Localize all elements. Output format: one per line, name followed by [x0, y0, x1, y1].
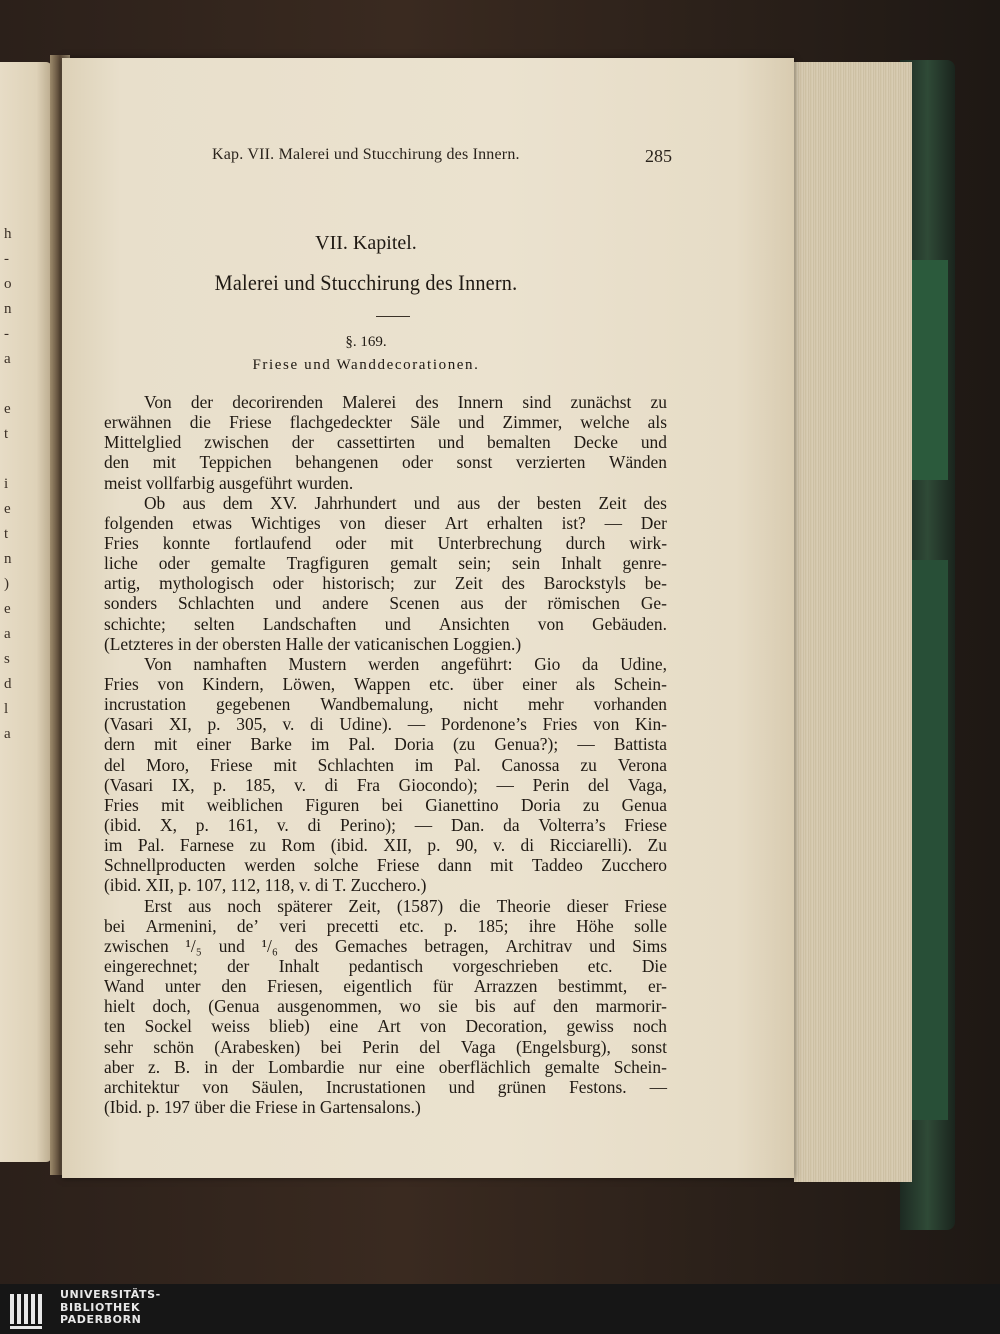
library-name-line: PADERBORN	[60, 1313, 142, 1326]
cutoff-char: -	[4, 251, 9, 267]
chapter-number: VII. Kapitel.	[315, 232, 417, 254]
cutoff-char: h	[4, 226, 12, 242]
cutoff-char: a	[4, 351, 11, 367]
text-line: Erst aus noch späterer Zeit, (1587) die Theorie dieser Friese	[144, 895, 667, 916]
cutoff-char: t	[4, 526, 9, 542]
cutoff-char: n	[4, 301, 12, 317]
text-line: (Vasari IX, p. 185, v. di Fra Giocondo); — Perin del Vaga,	[104, 774, 667, 795]
text-line: sonders Schlachten und andere Scenen aus der römischen Ge-	[104, 593, 667, 614]
text-line: aber z. B. in der Lombardie nur eine oberflächlich gemalte Schein-	[104, 1056, 667, 1077]
body-text	[104, 392, 667, 1117]
title-rule	[376, 316, 410, 317]
text-line: architektur von Säulen, Incrustationen und grünen Festons. —	[104, 1076, 667, 1097]
text-line: Von der decorirenden Malerei des Innern sind zunächst zu	[144, 392, 667, 412]
left-page-edge	[0, 62, 52, 1162]
library-name	[60, 1289, 161, 1327]
text-line: eingerechnet; der Inhalt pedantisch vorgeschrieben etc. Die	[104, 955, 667, 976]
text-line: bei Armenini, de’ veri precetti etc. p. 185; ihre Höhe solle	[104, 915, 667, 936]
text-line: Fries mit weiblichen Figuren bei Gianettino Doria zu Genua	[104, 794, 667, 815]
left-page-cutoff-text	[4, 222, 18, 747]
cover-band	[908, 560, 948, 1120]
cutoff-char: l	[4, 701, 9, 717]
chapter-title: Malerei und Stucchirung des Innern.	[214, 270, 518, 295]
text-line: Mittelglied zwischen der cassettirten und bemalten Decke und	[104, 432, 667, 453]
text-line: Von namhaften Mustern werden angeführt: Gio da Udine,	[144, 653, 667, 674]
cutoff-char: e	[4, 601, 11, 617]
text-line: sehr schön (Arabesken) bei Perin del Vaga (Engelsburg), sonst	[104, 1036, 667, 1057]
text-line: (Ibid. p. 197 über die Friese in Gartensalons.)	[104, 1096, 421, 1117]
library-name-line: BIBLIOTHEK	[60, 1300, 141, 1314]
text-line: (ibid. X, p. 161, v. di Perino); — Dan. da Volterra’s Friese	[104, 814, 667, 835]
library-logo-icon	[8, 1290, 48, 1330]
cutoff-char: o	[4, 276, 12, 292]
page-block-edges	[794, 62, 912, 1182]
text-line: ten Sockel weiss blieb) eine Art von Decoration, gewiss noch	[104, 1016, 667, 1037]
text-line: Schnellproducten werden solche Friese dann mit Taddeo Zucchero	[104, 855, 667, 876]
text-line: (Vasari XI, p. 305, v. di Udine). — Pordenone’s Fries von Kin-	[104, 714, 667, 735]
text-line: Fries von Kindern, Löwen, Wappen etc. über einer als Schein-	[104, 673, 667, 694]
text-line: (ibid. XII, p. 107, 112, 118, v. di T. Zucchero.)	[104, 875, 427, 896]
cutoff-char: d	[4, 676, 12, 692]
text-line: den mit Teppichen behangenen oder sonst verzierten Wänden	[104, 452, 667, 473]
text-line: hielt doch, (Genua ausgenommen, wo sie bis auf den marmorir-	[104, 996, 667, 1017]
section-title: Friese und Wanddecorationen.	[252, 357, 480, 373]
text-line: erwähnen die Friese flachgedeckter Säle und Zimmer, welche als	[104, 412, 667, 433]
text-line: schichte; selten Landschaften und Ansichten von Gebäuden.	[104, 613, 667, 634]
text-line: (Letzteres in der obersten Halle der vaticanischen Loggien.)	[104, 633, 522, 654]
text-line: dern mit einer Barke im Pal. Doria (zu Genua?); — Battista	[104, 734, 667, 755]
text-line: Fries konnte fortlaufend oder mit Unterbrechung durch wirk-	[104, 532, 667, 553]
cutoff-char: -	[4, 326, 9, 342]
text-line: liche oder gemalte Tragfiguren gemalt sein; sein Inhalt genre-	[104, 553, 667, 574]
text-line: Wand unter den Friesen, eigentlich für Arrazzen bestimmt, er-	[104, 976, 667, 997]
library-footer	[0, 1284, 1000, 1334]
cutoff-char: e	[4, 401, 11, 417]
text-line: folgenden etwas Wichtiges von dieser Art erhalten ist? — Der	[104, 512, 667, 533]
library-name-line: UNIVERSITÄTS-	[60, 1288, 161, 1301]
cutoff-char: a	[4, 726, 11, 742]
text-line: meist vollfarbig ausgeführt wurden.	[104, 472, 354, 493]
text-line: zwischen ¹/₅ und ¹/₆ des Gemaches betragen, Architrav und Sims	[104, 935, 667, 956]
section-number: §. 169.	[345, 334, 387, 350]
cutoff-char	[4, 447, 18, 472]
text-line: incrustation gegebenen Wandbemalung, nicht mehr vorhanden	[104, 694, 667, 715]
text-line: Ob aus dem XV. Jahrhundert und aus der besten Zeit des	[144, 492, 667, 513]
cutoff-char: t	[4, 426, 9, 442]
cutoff-char: n	[4, 551, 12, 567]
text-line: artig, mythologisch oder historisch; zur Zeit des Barockstyls be-	[104, 573, 667, 594]
cutoff-char: i	[4, 476, 9, 492]
cutoff-char	[4, 372, 18, 397]
running-head: Kap. VII. Malerei und Stucchirung des Innern.	[212, 146, 520, 163]
cutoff-char: )	[4, 576, 9, 592]
cutoff-char: s	[4, 651, 10, 667]
text-line: im Pal. Farnese zu Rom (ibid. XII, p. 90, v. di Ricciarelli). Zu	[104, 835, 667, 856]
cover-band	[908, 260, 948, 480]
text-line: del Moro, Friese mit Schlachten im Pal. Canossa zu Verona	[104, 754, 667, 775]
cutoff-char: a	[4, 626, 11, 642]
cutoff-char: e	[4, 501, 11, 517]
page-number: 285	[645, 146, 672, 166]
page-header	[212, 146, 672, 170]
